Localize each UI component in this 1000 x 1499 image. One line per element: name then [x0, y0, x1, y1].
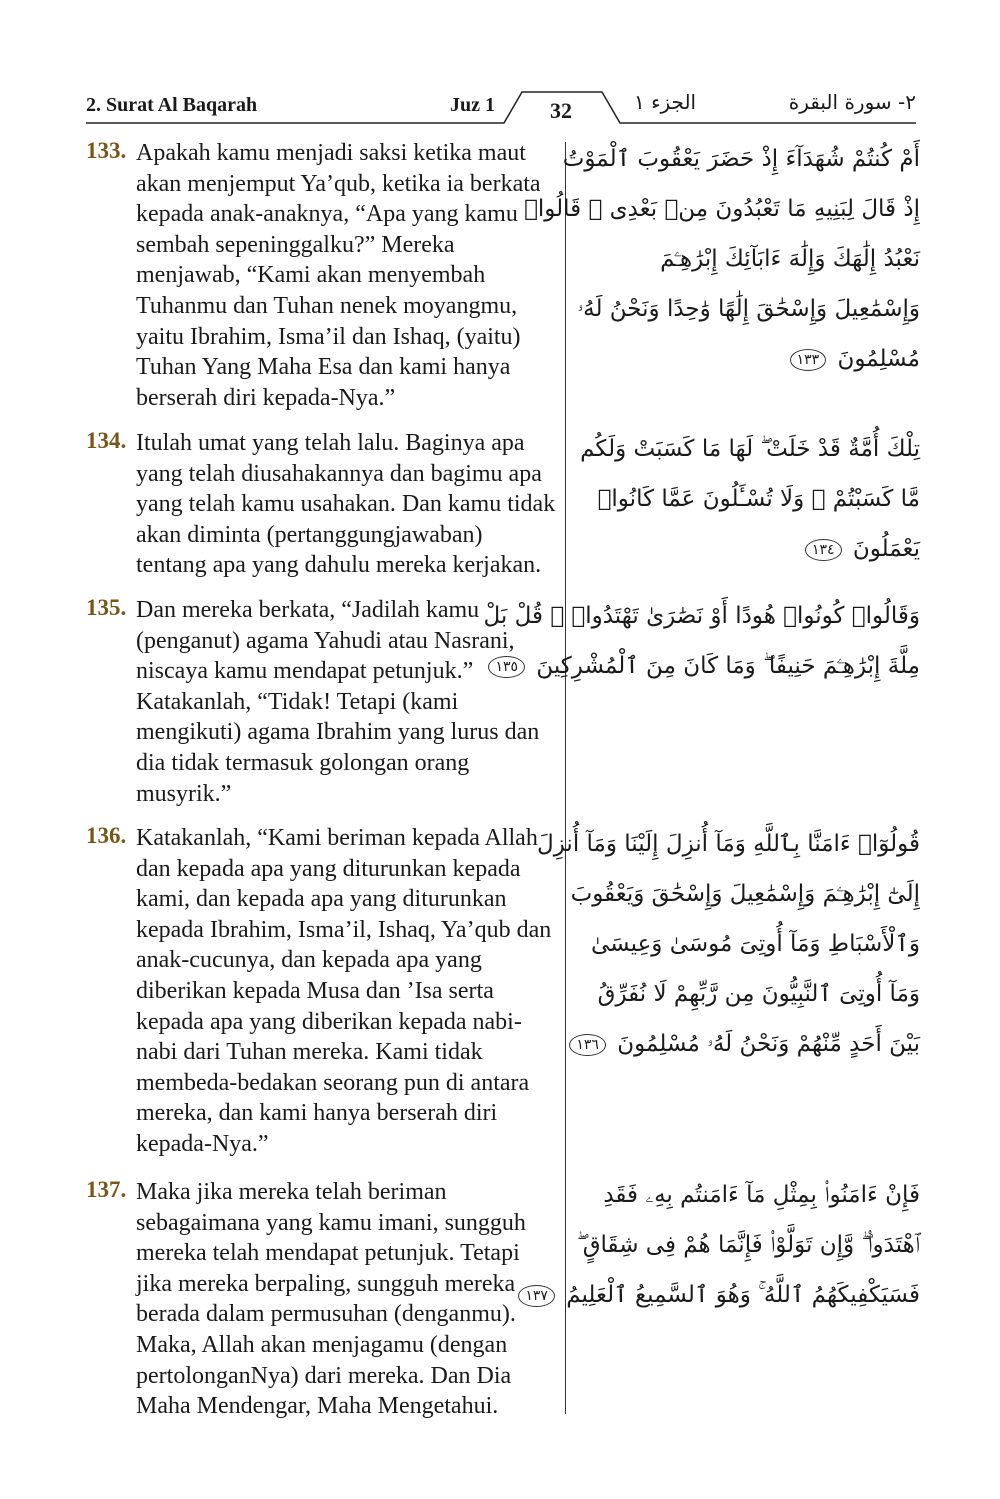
arabic-line: نَعْبُدُ إِلَٰهَكَ وَإِلَٰهَ ءَابَآئِكَ إِبْرَٰهِـۧمَ	[660, 246, 920, 272]
arabic-line: فَإِنْ ءَامَنُوا۟ بِمِثْلِ مَآ ءَامَنتُم بِهِۦ فَقَدِ	[603, 1182, 920, 1208]
verse-translation	[86, 138, 556, 413]
arabic-line: إِذْ قَالَ لِبَنِيهِ مَا تَعْبُدُونَ مِنۢ بَعْدِى ۖ قَالُوا۟	[524, 196, 920, 222]
arabic-line: إِلَىٰٓ إِبْرَٰهِـۧمَ وَإِسْمَٰعِيلَ وَإِسْحَٰقَ وَيَعْقُوبَ	[570, 881, 920, 907]
page-header	[86, 86, 916, 126]
arabic-line-end	[495, 641, 920, 691]
surah-title-latin: 2. Surat Al Baqarah	[86, 94, 258, 116]
verse-text: Dan mereka berkata, “Jadilah kamu (penganut) agama Yahudi atau Nasrani, niscaya kamu mendapat petunjuk.” Katakanlah, “Tidak! Tetapi (kami mengikuti) agama Ibrahim yang lurus dan dia tidak termasuk golongan orang musyrik.”	[136, 597, 540, 807]
arabic-line: فَسَيَكْفِيكَهُمُ ٱللَّهُ ۚ وَهُوَ ٱلسَّمِيعُ ٱلْعَلِيمُ	[566, 1282, 920, 1308]
arabic-line: مِلَّةَ إِبْرَٰهِـۧمَ حَنِيفًا ۖ وَمَا كَانَ مِنَ ٱلْمُشْرِكِينَ	[536, 653, 920, 679]
arabic-verse	[525, 1170, 920, 1320]
verse-text: Apakah kamu menjadi saksi ketika maut akan menjemput Ya’qub, ketika ia berkata kepada anak-anaknya, “Apa yang kamu sembah sepeninggalku?” Mereka menjawab, “Kami akan menyembah Tuhanmu dan Tuhan nenek moyangmu, yaitu Ibrahim, Isma’il dan Ishaq, (yaitu) Tuhan Yang Maha Esa dan kami hanya berserah diri kepada-Nya.”	[136, 140, 541, 411]
verse-translation	[86, 428, 556, 581]
verse-translation	[86, 823, 556, 1160]
arabic-verse	[580, 424, 920, 574]
arabic-line-end	[525, 1270, 920, 1320]
verse-end-marker: ١٣٣	[790, 349, 827, 371]
arabic-verse	[524, 134, 920, 384]
surah-title-arabic: ٢- سورة البقرة	[788, 90, 916, 114]
arabic-verse	[483, 591, 920, 691]
verse-translation	[86, 1177, 556, 1422]
verse-number: 135.	[86, 595, 127, 620]
verse-end-marker: ١٣٥	[488, 656, 525, 678]
verse-text: Maka jika mereka telah beriman sebagaimana yang kamu imani, sungguh mereka telah mendapat petunjuk. Tetapi jika mereka berpaling, sungguh mereka berada dalam permusuhan (denganmu). Maka, Allah akan menjagamu (dengan pertolonganNya) dari mereka. Dan Dia Maha Mendengar, Maha Mengetahui.	[136, 1179, 526, 1420]
arabic-line: وَمَآ أُوتِىَ ٱلنَّبِيُّونَ مِن رَّبِّهِمْ لَا نُفَرِّقُ	[597, 981, 920, 1007]
verse-text: Katakanlah, “Kami beriman kepada Allah dan kepada apa yang diturunkan kepada kami, dan kepada apa yang diturunkan kepada Ibrahim, Isma’il, Ishaq, Ya’qub dan anak-cucunya, dan kepada apa yang diberikan kepada Musa dan ’Isa serta kepada apa yang diberikan kepada nabi-nabi dari Tuhan mereka. Kami tidak membeda-bedakan seorang pun di antara mereka, dan kami hanya berserah diri kepada-Nya.”	[136, 825, 552, 1157]
verse-end-marker: ١٣٧	[518, 1285, 555, 1307]
arabic-line-end	[590, 524, 920, 574]
verse-end-marker: ١٣٤	[805, 539, 842, 561]
verse-number: 137.	[86, 1177, 127, 1202]
arabic-verse	[537, 819, 920, 1069]
verse-number: 133.	[86, 138, 127, 163]
arabic-line: قُولُوٓا۟ ءَامَنَّا بِٱللَّهِ وَمَآ أُنزِلَ إِلَيْنَا وَمَآ أُنزِلَ	[537, 831, 920, 857]
juz-label-latin: Juz 1	[450, 94, 495, 116]
arabic-line: أَمْ كُنتُمْ شُهَدَآءَ إِذْ حَضَرَ يَعْقُوبَ ٱلْمَوْتُ	[562, 146, 920, 172]
arabic-line: بَيْنَ أَحَدٍ مِّنْهُمْ وَنَحْنُ لَهُۥ مُسْلِمُونَ	[617, 1031, 920, 1057]
page-number: 32	[550, 98, 572, 123]
arabic-line: ٱهْتَدَوا۟ ۖ وَّإِن تَوَلَّوْا۟ فَإِنَّمَا هُمْ فِى شِقَاقٍ ۖ	[576, 1232, 920, 1258]
column-divider	[565, 142, 566, 1414]
arabic-line-end	[590, 334, 920, 384]
arabic-line: يَعْمَلُونَ	[852, 536, 920, 562]
arabic-line: تِلْكَ أُمَّةٌ قَدْ خَلَتْ ۖ لَهَا مَا كَسَبَتْ وَلَكُم	[580, 436, 920, 462]
arabic-line: مُسْلِمُونَ	[837, 346, 920, 372]
juz-label-arabic: الجزء ١	[634, 90, 697, 114]
arabic-line: وَقَالُوا۟ كُونُوا۟ هُودًا أَوْ نَصَٰرَىٰ تَهْتَدُوا۟ ۗ قُلْ بَلْ	[483, 603, 920, 629]
arabic-line-end	[576, 1019, 920, 1069]
verse-number: 134.	[86, 428, 127, 453]
arabic-line: وَٱلْأَسْبَاطِ وَمَآ أُوتِىَ مُوسَىٰ وَعِيسَىٰ	[590, 931, 920, 957]
verse-text: Itulah umat yang telah lalu. Baginya apa yang telah diusahakannya dan bagimu apa yang telah kamu usahakan. Dan kamu tidak akan diminta (pertanggungjawaban) tentang apa yang dahulu mereka kerjakan.	[136, 430, 556, 579]
verse-end-marker: ١٣٦	[569, 1034, 606, 1056]
arabic-line: مَّا كَسَبْتُمْ ۖ وَلَا تُسْـَٔلُونَ عَمَّا كَانُوا۟	[597, 486, 920, 512]
verse-number: 136.	[86, 823, 127, 848]
arabic-line: وَإِسْمَٰعِيلَ وَإِسْحَٰقَ إِلَٰهًا وَٰحِدًا وَنَحْنُ لَهُۥ	[577, 296, 920, 322]
